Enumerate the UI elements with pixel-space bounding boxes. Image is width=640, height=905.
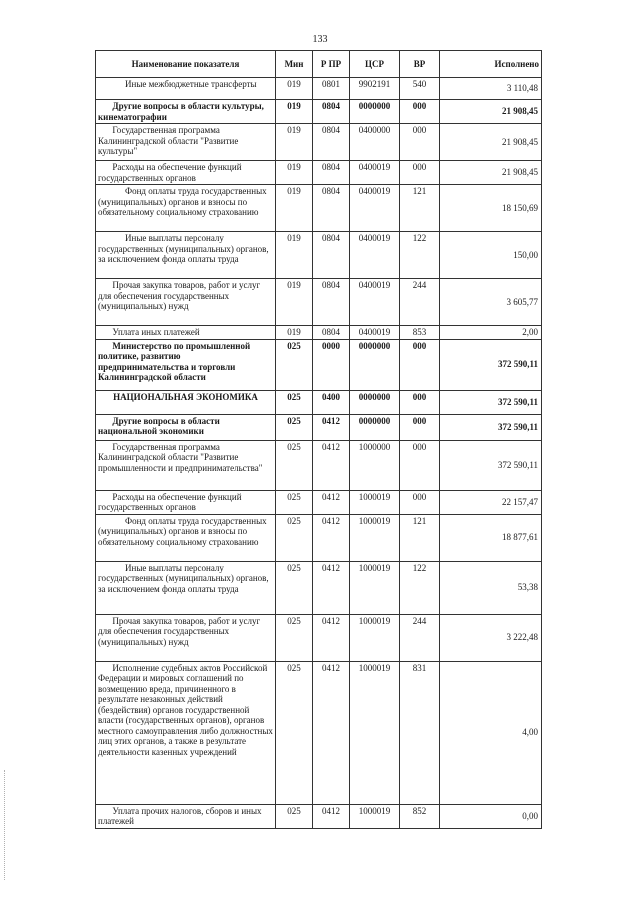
table-header-row — [96, 51, 542, 78]
row-vr: 000 — [400, 124, 440, 161]
row-min: 019 — [276, 161, 313, 185]
row-rpr: 0804 — [313, 100, 350, 124]
header-vr: ВР — [400, 51, 440, 78]
table-row — [96, 661, 542, 804]
row-min: 025 — [276, 414, 313, 440]
row-vr: 244 — [400, 279, 440, 326]
table-row — [96, 614, 542, 661]
table-row — [96, 440, 542, 490]
row-amount: 3 110,48 — [440, 78, 542, 100]
header-rpr: Р ПР — [313, 51, 350, 78]
header-done: Исполнено — [440, 51, 542, 78]
table-row — [96, 414, 542, 440]
row-csr: 0400019 — [350, 279, 400, 326]
table-row — [96, 490, 542, 514]
row-rpr: 0804 — [313, 185, 350, 232]
row-amount: 372 590,11 — [440, 390, 542, 414]
row-min: 025 — [276, 804, 313, 828]
row-rpr: 0412 — [313, 614, 350, 661]
row-rpr: 0412 — [313, 804, 350, 828]
row-rpr: 0412 — [313, 661, 350, 804]
row-csr: 0000000 — [350, 339, 400, 390]
row-name: Уплата прочих налогов, сборов и иных платежей — [96, 804, 276, 828]
row-name: Фонд оплаты труда государственных (муниципальных) органов и взносы по обязательному социальному страхованию — [96, 185, 276, 232]
table-row — [96, 561, 542, 614]
row-amount: 2,00 — [440, 326, 542, 340]
row-csr: 1000019 — [350, 514, 400, 561]
page-number: 133 — [312, 34, 328, 45]
row-amount: 372 590,11 — [440, 414, 542, 440]
row-vr: 831 — [400, 661, 440, 804]
row-min: 019 — [276, 232, 313, 279]
row-name: Исполнение судебных актов Российской Федерации и мировых соглашений по возмещению вреда, причиненного в результате незаконных действий (бездействия) органов государственной власти (государственных органов), органов местного самоуправления либо должностных лиц этих органов, а также в результате деятельности казенных учреждений — [96, 661, 276, 804]
row-csr: 0400000 — [350, 124, 400, 161]
row-rpr: 0412 — [313, 514, 350, 561]
row-min: 025 — [276, 561, 313, 614]
row-csr: 9902191 — [350, 78, 400, 100]
row-name: Иные выплаты персоналу государственных (муниципальных) органов, за исключением фонда оплаты труда — [96, 561, 276, 614]
row-vr: 853 — [400, 326, 440, 340]
row-vr: 121 — [400, 514, 440, 561]
table-row — [96, 124, 542, 161]
table-row — [96, 804, 542, 828]
header-name: Наименование показателя — [96, 51, 276, 78]
table-row — [96, 514, 542, 561]
row-min: 025 — [276, 440, 313, 490]
row-vr: 000 — [400, 161, 440, 185]
row-csr: 0000000 — [350, 390, 400, 414]
row-min: 019 — [276, 185, 313, 232]
row-name: Расходы на обеспечение функций государственных органов — [96, 490, 276, 514]
row-amount: 3 605,77 — [440, 279, 542, 326]
row-rpr: 0804 — [313, 161, 350, 185]
table-row — [96, 185, 542, 232]
row-rpr: 0400 — [313, 390, 350, 414]
row-amount: 372 590,11 — [440, 339, 542, 390]
row-vr: 000 — [400, 490, 440, 514]
table-row — [96, 100, 542, 124]
table-row — [96, 390, 542, 414]
row-vr: 000 — [400, 339, 440, 390]
row-min: 025 — [276, 390, 313, 414]
row-amount: 18 150,69 — [440, 185, 542, 232]
row-rpr: 0412 — [313, 490, 350, 514]
table-row — [96, 326, 542, 340]
row-vr: 852 — [400, 804, 440, 828]
row-min: 025 — [276, 339, 313, 390]
row-min: 019 — [276, 124, 313, 161]
header-min: Мин — [276, 51, 313, 78]
row-amount: 21 908,45 — [440, 100, 542, 124]
header-csr: ЦСР — [350, 51, 400, 78]
row-rpr: 0412 — [313, 440, 350, 490]
table-row — [96, 161, 542, 185]
row-amount: 22 157,47 — [440, 490, 542, 514]
row-vr: 000 — [400, 414, 440, 440]
row-min: 025 — [276, 614, 313, 661]
row-amount: 0,00 — [440, 804, 542, 828]
row-min: 019 — [276, 279, 313, 326]
scan-edge-mark — [4, 770, 6, 880]
row-rpr: 0804 — [313, 279, 350, 326]
row-csr: 0000000 — [350, 414, 400, 440]
budget-execution-table — [95, 50, 542, 829]
row-vr: 122 — [400, 232, 440, 279]
row-rpr: 0804 — [313, 326, 350, 340]
row-csr: 1000019 — [350, 490, 400, 514]
row-amount: 18 877,61 — [440, 514, 542, 561]
row-csr: 0400019 — [350, 232, 400, 279]
row-name: Прочая закупка товаров, работ и услуг для обеспечения государственных (муниципальных) нужд — [96, 614, 276, 661]
row-amount: 3 222,48 — [440, 614, 542, 661]
table-row — [96, 339, 542, 390]
row-min: 025 — [276, 490, 313, 514]
row-vr: 122 — [400, 561, 440, 614]
row-amount: 21 908,45 — [440, 124, 542, 161]
row-rpr: 0412 — [313, 414, 350, 440]
row-amount: 53,38 — [440, 561, 542, 614]
row-name: Другие вопросы в области культуры, кинематографии — [96, 100, 276, 124]
row-amount: 150,00 — [440, 232, 542, 279]
table-row — [96, 232, 542, 279]
row-name: Фонд оплаты труда государственных (муниципальных) органов и взносы по обязательному социальному страхованию — [96, 514, 276, 561]
row-rpr: 0804 — [313, 124, 350, 161]
row-rpr: 0412 — [313, 561, 350, 614]
row-min: 019 — [276, 326, 313, 340]
row-vr: 540 — [400, 78, 440, 100]
row-name: Уплата иных платежей — [96, 326, 276, 340]
row-csr: 0000000 — [350, 100, 400, 124]
row-vr: 121 — [400, 185, 440, 232]
row-name: Государственная программа Калининградской области "Развитие культуры" — [96, 124, 276, 161]
row-name: Государственная программа Калининградской области "Развитие промышленности и предпринимательства" — [96, 440, 276, 490]
row-vr: 000 — [400, 390, 440, 414]
row-name: Министерство по промышленной политике, развитию предпринимательства и торговли Калининградской области — [96, 339, 276, 390]
table-row — [96, 78, 542, 100]
row-vr: 000 — [400, 100, 440, 124]
row-min: 019 — [276, 78, 313, 100]
row-csr: 1000000 — [350, 440, 400, 490]
row-csr: 1000019 — [350, 804, 400, 828]
row-min: 025 — [276, 661, 313, 804]
row-csr: 1000019 — [350, 561, 400, 614]
row-rpr: 0801 — [313, 78, 350, 100]
row-csr: 0400019 — [350, 326, 400, 340]
row-name: НАЦИОНАЛЬНАЯ ЭКОНОМИКА — [96, 390, 276, 414]
row-name: Другие вопросы в области национальной экономики — [96, 414, 276, 440]
row-vr: 000 — [400, 440, 440, 490]
row-min: 019 — [276, 100, 313, 124]
row-amount: 372 590,11 — [440, 440, 542, 490]
row-name: Иные выплаты персоналу государственных (муниципальных) органов, за исключением фонда оплаты труда — [96, 232, 276, 279]
row-csr: 0400019 — [350, 185, 400, 232]
row-rpr: 0000 — [313, 339, 350, 390]
row-name: Расходы на обеспечение функций государственных органов — [96, 161, 276, 185]
row-rpr: 0804 — [313, 232, 350, 279]
row-amount: 21 908,45 — [440, 161, 542, 185]
row-csr: 0400019 — [350, 161, 400, 185]
row-amount: 4,00 — [440, 661, 542, 804]
row-min: 025 — [276, 514, 313, 561]
table-row — [96, 279, 542, 326]
row-name: Прочая закупка товаров, работ и услуг для обеспечения государственных (муниципальных) нужд — [96, 279, 276, 326]
row-csr: 1000019 — [350, 661, 400, 804]
row-name: Иные межбюджетные трансферты — [96, 78, 276, 100]
row-csr: 1000019 — [350, 614, 400, 661]
row-vr: 244 — [400, 614, 440, 661]
